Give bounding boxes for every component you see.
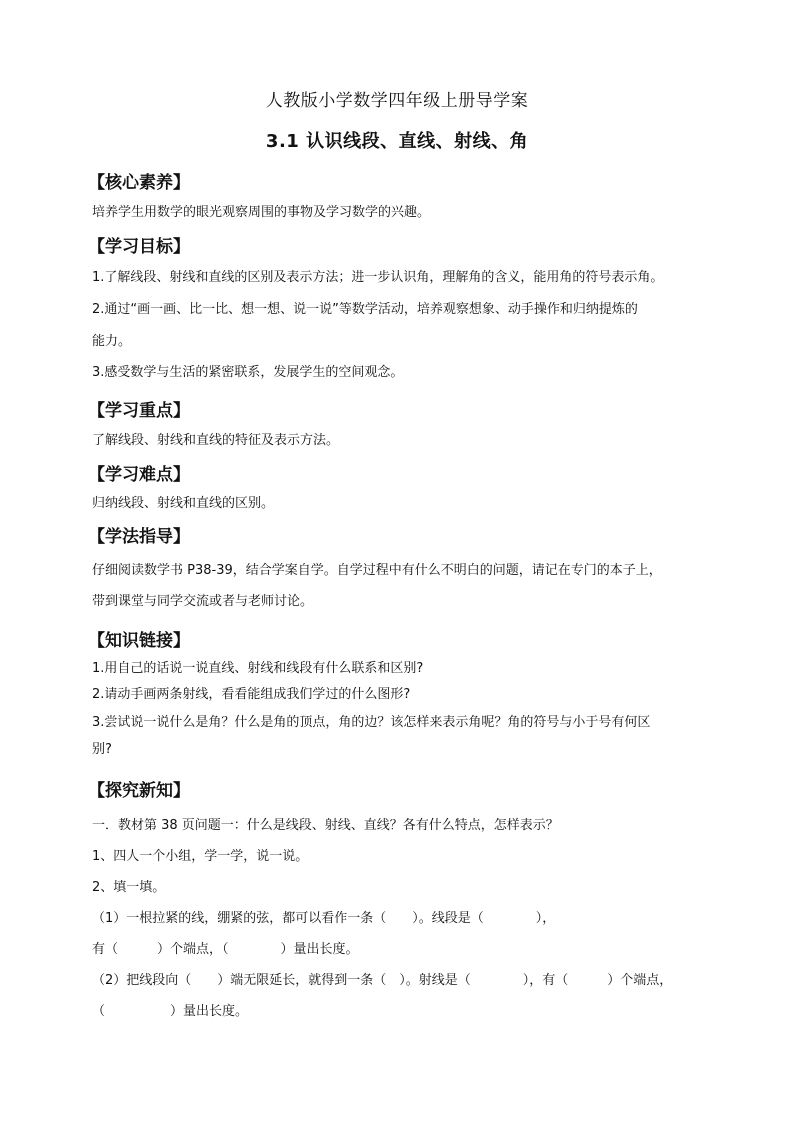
difficulty-line-1: 归纳线段、射线和直线的区别。 [92, 496, 275, 511]
explore-line-7: （ ）量出长度。 [92, 1004, 249, 1019]
heading-difficulty: 【学习难点】 [88, 465, 190, 485]
goals-line-2: 2.通过“画一画、比一比、想一想、说一说”等数学活动，培养观察想象、动手操作和归纳提炼的 [92, 302, 638, 317]
links-line-4: 别? [92, 742, 112, 757]
explore-line-1: 一．教材第 38 页问题一：什么是线段、射线、直线？各有什么特点，怎样表示？ [92, 818, 559, 833]
goals-line-3: 能力。 [92, 334, 132, 349]
heading-explore: 【探究新知】 [88, 781, 190, 801]
explore-line-3: 2、填一填。 [92, 880, 166, 895]
goals-line-1: 1.了解线段、射线和直线的区别及表示方法；进一步认识角，理解角的含义，能用角的符号表示角。 [92, 270, 664, 285]
method-line-1: 仔细阅读数学书 P38-39，结合学案自学。自学过程中有什么不明白的问题，请记在专门的本子上， [92, 563, 662, 578]
heading-core: 【核心素养】 [88, 173, 190, 193]
links-line-1: 1.用自己的话说一说直线、射线和线段有什么联系和区别? [92, 661, 424, 676]
core-line-1: 培养学生用数学的眼光观察周围的事物及学习数学的兴趣。 [92, 205, 431, 220]
links-line-2: 2.请动手画两条射线，看看能组成我们学过的什么图形? [92, 687, 411, 702]
heading-links: 【知识链接】 [88, 631, 190, 651]
links-line-3: 3.尝试说一说什么是角？什么是角的顶点，角的边？该怎样来表示角呢？角的符号与小于号有何区 [92, 715, 651, 730]
document-subtitle: 3.1 认识线段、直线、射线、角 [265, 131, 529, 152]
heading-goals: 【学习目标】 [88, 237, 190, 257]
explore-line-2: 1、四人一个小组，学一学，说一说。 [92, 849, 309, 864]
heading-method: 【学法指导】 [88, 527, 190, 547]
explore-line-6: （2）把线段向（ ）端无限延长，就得到一条（ ）。射线是（ ），有（ ）个端点， [92, 973, 673, 988]
goals-line-4: 3.感受数学与生活的紧密联系，发展学生的空间观念。 [92, 365, 404, 380]
explore-line-5: 有（ ）个端点，（ ）量出长度。 [92, 942, 359, 957]
method-line-2: 带到课堂与同学交流或者与老师讨论。 [92, 594, 314, 609]
explore-line-4: （1）一根拉紧的线，绷紧的弦，都可以看作一条（ ）。线段是（ ）， [92, 911, 556, 926]
heading-key: 【学习重点】 [88, 401, 190, 421]
key-line-1: 了解线段、射线和直线的特征及表示方法。 [92, 433, 340, 448]
document-title: 人教版小学数学四年级上册导学案 [265, 91, 529, 111]
